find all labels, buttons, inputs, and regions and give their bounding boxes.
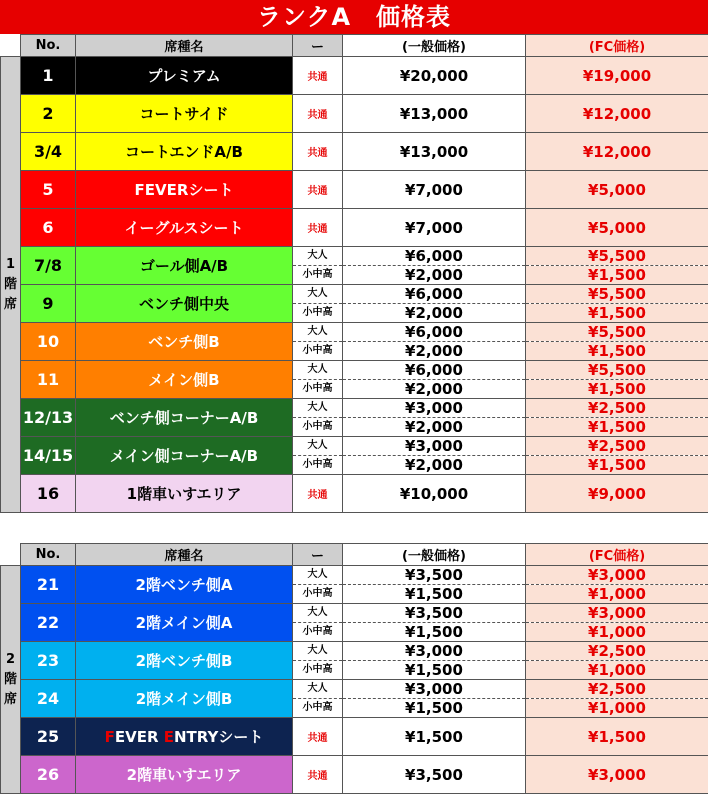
seat-number: 25 bbox=[21, 718, 76, 756]
seat-number: 12/13 bbox=[21, 399, 76, 437]
seat-name: 2階ベンチ側A bbox=[76, 566, 293, 604]
general-price: ¥3,500 bbox=[343, 756, 526, 794]
ticket-type-label: 共通 bbox=[293, 756, 343, 794]
table-row bbox=[1, 437, 708, 456]
table-row bbox=[1, 133, 708, 152]
seat-name-part: E bbox=[163, 728, 174, 746]
fc-price-child: ¥1,000 bbox=[526, 699, 708, 718]
fc-price-adult: ¥5,500 bbox=[526, 285, 708, 304]
ticket-type-label: 小中高 bbox=[293, 661, 343, 680]
floor2-price-table bbox=[0, 543, 708, 794]
fc-price-child: ¥1,500 bbox=[526, 456, 708, 475]
seat-name-part: NTRYシート bbox=[173, 728, 264, 746]
seat-name: 2階メイン側B bbox=[76, 680, 293, 718]
seat-number: 9 bbox=[21, 285, 76, 323]
seat-number: 26 bbox=[21, 756, 76, 794]
seat-name: ベンチ側コーナーA/B bbox=[76, 399, 293, 437]
general-price-child: ¥2,000 bbox=[343, 342, 526, 361]
seat-name: プレミアム bbox=[76, 57, 293, 95]
seat-number: 2 bbox=[21, 95, 76, 133]
general-price-adult: ¥3,500 bbox=[343, 566, 526, 585]
fc-price-adult: ¥2,500 bbox=[526, 642, 708, 661]
general-price-adult: ¥3,000 bbox=[343, 437, 526, 456]
general-price-adult: ¥6,000 bbox=[343, 247, 526, 266]
ticket-type-label: 大人 bbox=[293, 399, 343, 418]
general-price: ¥1,500 bbox=[343, 718, 526, 756]
seat-number: 11 bbox=[21, 361, 76, 399]
table-row bbox=[1, 756, 708, 775]
table-row bbox=[1, 247, 708, 266]
seat-name bbox=[76, 718, 293, 756]
fc-price-adult: ¥2,500 bbox=[526, 399, 708, 418]
general-price-child: ¥1,500 bbox=[343, 699, 526, 718]
seat-name: 2階車いすエリア bbox=[76, 756, 293, 794]
seat-name: コートサイド bbox=[76, 95, 293, 133]
fc-price-child: ¥1,500 bbox=[526, 342, 708, 361]
seat-number: 24 bbox=[21, 680, 76, 718]
page-title: ランクA 価格表 bbox=[0, 0, 708, 34]
ticket-type-label: 小中高 bbox=[293, 342, 343, 361]
header-no: No. bbox=[21, 544, 76, 566]
header-seat: 席種名 bbox=[76, 544, 293, 566]
table-row bbox=[1, 604, 708, 623]
header-row bbox=[1, 544, 708, 566]
ticket-type-label: 大人 bbox=[293, 437, 343, 456]
general-price: ¥13,000 bbox=[343, 133, 526, 171]
ticket-type-label: 小中高 bbox=[293, 418, 343, 437]
seat-number: 10 bbox=[21, 323, 76, 361]
fc-price: ¥9,000 bbox=[526, 475, 708, 513]
ticket-type-label: 共通 bbox=[293, 718, 343, 756]
fc-price: ¥12,000 bbox=[526, 133, 708, 171]
ticket-type-label: 大人 bbox=[293, 361, 343, 380]
fc-price: ¥19,000 bbox=[526, 57, 708, 95]
header-no: No. bbox=[21, 35, 76, 57]
seat-name: イーグルスシート bbox=[76, 209, 293, 247]
fc-price-adult: ¥5,500 bbox=[526, 361, 708, 380]
header-blank bbox=[1, 544, 21, 566]
ticket-type-label: 大人 bbox=[293, 680, 343, 699]
general-price-adult: ¥6,000 bbox=[343, 361, 526, 380]
general-price-adult: ¥3,000 bbox=[343, 680, 526, 699]
ticket-type-label: 大人 bbox=[293, 566, 343, 585]
table-row bbox=[1, 718, 708, 737]
general-price-adult: ¥3,000 bbox=[343, 642, 526, 661]
seat-name: 1階車いすエリア bbox=[76, 475, 293, 513]
general-price-child: ¥2,000 bbox=[343, 456, 526, 475]
header-general-price: (一般価格) bbox=[343, 544, 526, 566]
fc-price: ¥3,000 bbox=[526, 756, 708, 794]
general-price: ¥20,000 bbox=[343, 57, 526, 95]
seat-number: 21 bbox=[21, 566, 76, 604]
table-row bbox=[1, 171, 708, 190]
table-row bbox=[1, 680, 708, 699]
general-price-child: ¥2,000 bbox=[343, 380, 526, 399]
ticket-type-label: 大人 bbox=[293, 247, 343, 266]
floor-label: 1 階 席 bbox=[1, 57, 21, 513]
ticket-type-label: 小中高 bbox=[293, 266, 343, 285]
general-price: ¥7,000 bbox=[343, 171, 526, 209]
fc-price-child: ¥1,500 bbox=[526, 304, 708, 323]
seat-number: 1 bbox=[21, 57, 76, 95]
fc-price-adult: ¥2,500 bbox=[526, 437, 708, 456]
fc-price: ¥12,000 bbox=[526, 95, 708, 133]
table-row bbox=[1, 475, 708, 494]
ticket-type-label: 共通 bbox=[293, 95, 343, 133]
seat-name: コートエンドA/B bbox=[76, 133, 293, 171]
ticket-type-label: 小中高 bbox=[293, 699, 343, 718]
fc-price-adult: ¥5,500 bbox=[526, 323, 708, 342]
seat-name: メイン側コーナーA/B bbox=[76, 437, 293, 475]
table-row bbox=[1, 57, 708, 76]
general-price: ¥13,000 bbox=[343, 95, 526, 133]
header-general-price: (一般価格) bbox=[343, 35, 526, 57]
table-row bbox=[1, 285, 708, 304]
fc-price: ¥1,500 bbox=[526, 718, 708, 756]
ticket-type-label: 共通 bbox=[293, 209, 343, 247]
general-price-adult: ¥3,000 bbox=[343, 399, 526, 418]
fc-price-child: ¥1,500 bbox=[526, 380, 708, 399]
ticket-type-label: 共通 bbox=[293, 133, 343, 171]
header-fc-price: (FC価格) bbox=[526, 35, 708, 57]
seat-name: 2階ベンチ側B bbox=[76, 642, 293, 680]
floor-label: 2 階 席 bbox=[1, 566, 21, 794]
seat-number: 22 bbox=[21, 604, 76, 642]
seat-number: 3/4 bbox=[21, 133, 76, 171]
general-price-child: ¥2,000 bbox=[343, 266, 526, 285]
header-type: ー bbox=[293, 35, 343, 57]
table-row bbox=[1, 323, 708, 342]
fc-price-child: ¥1,000 bbox=[526, 623, 708, 642]
header-fc-price: (FC価格) bbox=[526, 544, 708, 566]
general-price: ¥10,000 bbox=[343, 475, 526, 513]
seat-number: 14/15 bbox=[21, 437, 76, 475]
seat-number: 7/8 bbox=[21, 247, 76, 285]
seat-name: FEVERシート bbox=[76, 171, 293, 209]
fc-price: ¥5,000 bbox=[526, 209, 708, 247]
fc-price-child: ¥1,500 bbox=[526, 418, 708, 437]
seat-number: 23 bbox=[21, 642, 76, 680]
ticket-type-label: 大人 bbox=[293, 323, 343, 342]
table-row bbox=[1, 209, 708, 228]
ticket-type-label: 小中高 bbox=[293, 623, 343, 642]
general-price-child: ¥1,500 bbox=[343, 623, 526, 642]
seat-name: メイン側B bbox=[76, 361, 293, 399]
fc-price: ¥5,000 bbox=[526, 171, 708, 209]
seat-number: 6 bbox=[21, 209, 76, 247]
seat-name: ゴール側A/B bbox=[76, 247, 293, 285]
fc-price-adult: ¥5,500 bbox=[526, 247, 708, 266]
seat-name-part: EVER bbox=[114, 728, 164, 746]
ticket-type-label: 大人 bbox=[293, 285, 343, 304]
table-row bbox=[1, 642, 708, 661]
seat-name: 2階メイン側A bbox=[76, 604, 293, 642]
ticket-type-label: 大人 bbox=[293, 604, 343, 623]
fc-price-adult: ¥2,500 bbox=[526, 680, 708, 699]
ticket-type-label: 小中高 bbox=[293, 304, 343, 323]
table-row bbox=[1, 566, 708, 585]
ticket-type-label: 共通 bbox=[293, 57, 343, 95]
seat-name: ベンチ側B bbox=[76, 323, 293, 361]
general-price-adult: ¥3,500 bbox=[343, 604, 526, 623]
fc-price-child: ¥1,000 bbox=[526, 585, 708, 604]
fc-price-child: ¥1,500 bbox=[526, 266, 708, 285]
general-price-child: ¥1,500 bbox=[343, 661, 526, 680]
general-price-child: ¥2,000 bbox=[343, 418, 526, 437]
table-row bbox=[1, 95, 708, 114]
general-price-adult: ¥6,000 bbox=[343, 285, 526, 304]
fc-price-adult: ¥3,000 bbox=[526, 604, 708, 623]
general-price: ¥7,000 bbox=[343, 209, 526, 247]
floor1-price-table bbox=[0, 34, 708, 513]
ticket-type-label: 小中高 bbox=[293, 380, 343, 399]
seat-name: ベンチ側中央 bbox=[76, 285, 293, 323]
general-price-child: ¥1,500 bbox=[343, 585, 526, 604]
ticket-type-label: 小中高 bbox=[293, 585, 343, 604]
ticket-type-label: 小中高 bbox=[293, 456, 343, 475]
table-row bbox=[1, 399, 708, 418]
general-price-child: ¥2,000 bbox=[343, 304, 526, 323]
header-blank bbox=[1, 35, 21, 57]
fc-price-child: ¥1,000 bbox=[526, 661, 708, 680]
ticket-type-label: 大人 bbox=[293, 642, 343, 661]
ticket-type-label: 共通 bbox=[293, 171, 343, 209]
table-row bbox=[1, 361, 708, 380]
fc-price-adult: ¥3,000 bbox=[526, 566, 708, 585]
header-seat: 席種名 bbox=[76, 35, 293, 57]
seat-name-part: F bbox=[104, 728, 115, 746]
seat-number: 16 bbox=[21, 475, 76, 513]
ticket-type-label: 共通 bbox=[293, 475, 343, 513]
seat-number: 5 bbox=[21, 171, 76, 209]
header-type: ー bbox=[293, 544, 343, 566]
general-price-adult: ¥6,000 bbox=[343, 323, 526, 342]
header-row bbox=[1, 35, 708, 57]
